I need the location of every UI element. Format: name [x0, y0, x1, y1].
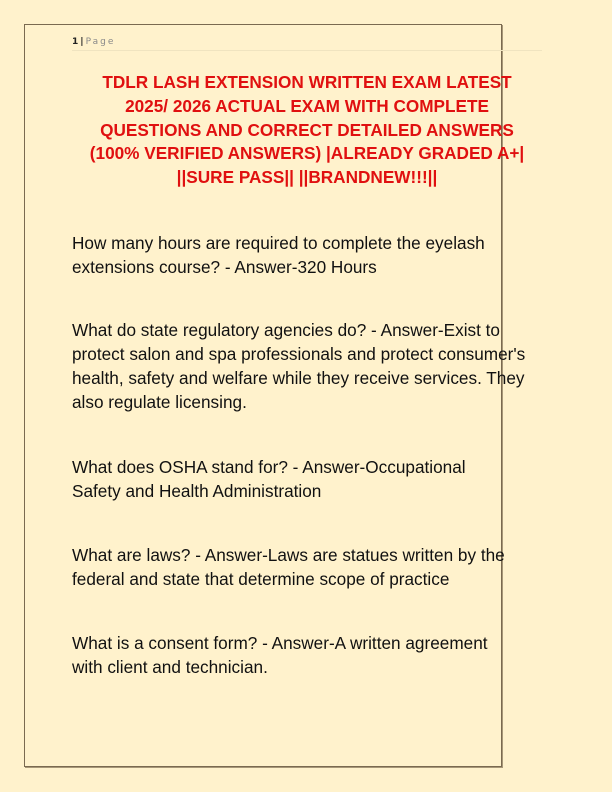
title-line: ||SURE PASS|| ||BRANDNEW!!!|| [176, 167, 438, 188]
title-line: QUESTIONS AND CORRECT DETAILED ANSWERS [100, 119, 514, 140]
header-separator: | [80, 37, 84, 47]
page-number: 1 [72, 37, 79, 47]
question-answer-1: How many hours are required to complete the eyelash extensions course? - Answer-320 Hours [72, 233, 485, 277]
question-answer-5: What is a consent form? - Answer-A written agreement with client and technician. [72, 633, 488, 677]
title-line: (100% VERIFIED ANSWERS) |ALREADY GRADED A+| [89, 143, 525, 164]
page-header [72, 36, 542, 51]
title-line: 2025/ 2026 ACTUAL EXAM WITH COMPLETE [125, 95, 489, 116]
question-answer-2: What do state regulatory agencies do? - Answer-Exist to protect salon and spa professionals and protect consumer's health, safety and welfare while they receive services. They also regulate licensing. [72, 320, 526, 412]
title-line: TDLR LASH EXTENSION WRITTEN EXAM LATEST [102, 72, 512, 92]
question-answer-3: What does OSHA stand for? - Answer-Occupational Safety and Health Administration [72, 457, 466, 501]
question-answer-4: What are laws? - Answer-Laws are statues written by the federal and state that determine scope of practice [72, 545, 505, 589]
page-label: Page [85, 37, 116, 47]
document-title [72, 71, 542, 190]
